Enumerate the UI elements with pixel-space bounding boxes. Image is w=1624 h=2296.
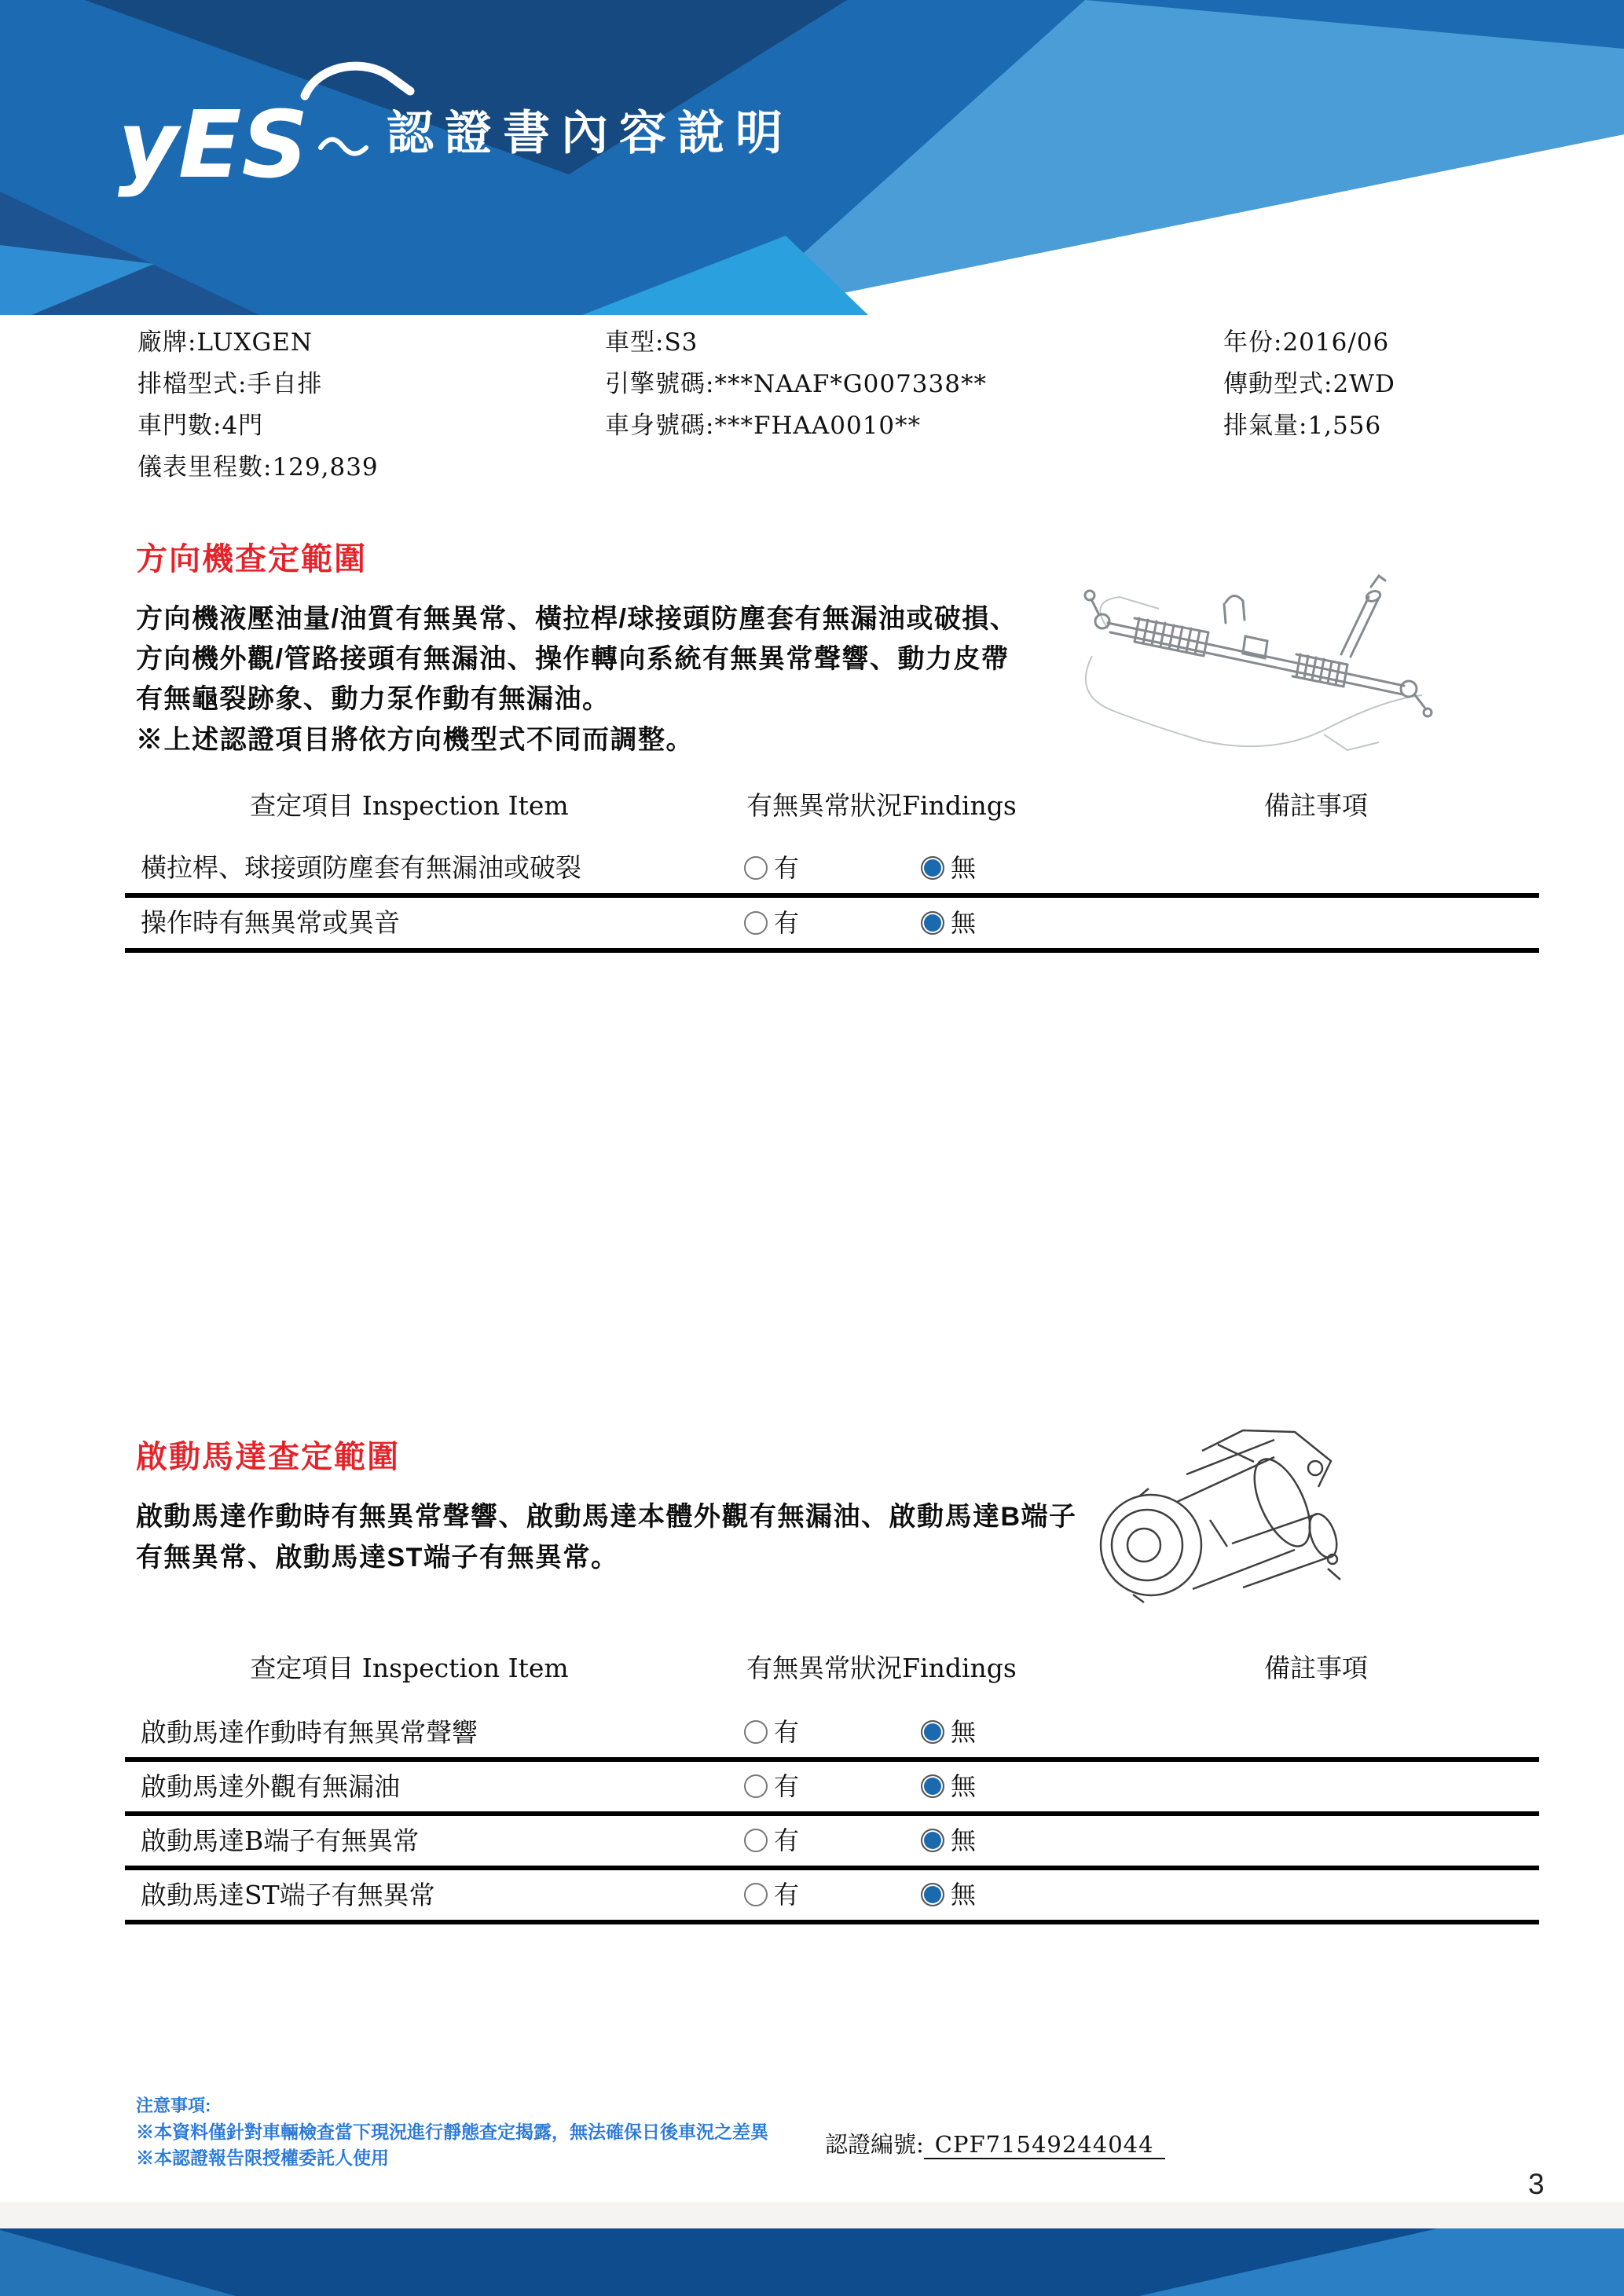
inspection-item-label: 啟動馬達B端子有無異常 [141,1825,420,1856]
radio-no[interactable] [921,1774,944,1798]
inspection-item-label: 操作時有無異常或異音 [141,907,400,938]
prefooter-strip [0,2202,1624,2228]
column-header-remarks: 備註事項 [1264,790,1368,821]
header-banner [0,0,1624,473]
radio-yes[interactable] [744,1883,768,1906]
table-row [125,1870,1539,1924]
radio-no[interactable] [921,1883,944,1906]
table-row [125,1816,1539,1870]
inspection-item-label: 啟動馬達作動時有無異常聲響 [141,1717,478,1748]
starter-description-line: 啟動馬達作動時有無異常聲響、啟動馬達本體外觀有無漏油、啟動馬達B端子 [136,1502,1077,1532]
radio-no[interactable] [921,1720,944,1744]
radio-yes[interactable] [744,1829,768,1852]
radio-no[interactable] [921,911,944,935]
vehicle-info-brand: 廠牌:LUXGEN [137,328,313,357]
column-header-item: 查定項目 Inspection Item [250,790,569,821]
vehicle-info-drivetrain: 傳動型式:2WD [1223,370,1395,398]
radio-no-label: 無 [951,1880,977,1910]
radio-no-label: 無 [951,1717,977,1747]
vehicle-info-mileage: 儀表里程數:129,839 [137,453,379,482]
radio-no[interactable] [921,856,944,880]
steering-description-note: ※上述認證項目將依方向機型式不同而調整。 [136,725,694,755]
page-number: 3 [1528,2168,1545,2200]
table-row [125,843,1539,898]
column-header-remarks: 備註事項 [1264,1653,1368,1683]
steering-description-line: 方向機外觀/管路接頭有無漏油、操作轉向系統有無異常聲響、動力皮帶 [136,644,1010,674]
inspection-item-label: 橫拉桿、球接頭防塵套有無漏油或破裂 [141,852,581,883]
radio-yes-label: 有 [774,1771,800,1801]
radio-yes[interactable] [744,1720,768,1744]
radio-no-label: 無 [951,1771,977,1801]
radio-yes-label: 有 [774,908,800,938]
certificate-number-line [825,2127,1165,2159]
notes-title: 注意事項: [136,2096,211,2115]
table-row [125,898,1539,953]
page-title: 認證書內容說明 [387,107,794,159]
starter-table [125,1638,1539,1928]
steering-description-line: 有無龜裂跡象、動力泵作動有無漏油。 [136,684,610,714]
column-header-item: 查定項目 Inspection Item [250,1653,569,1683]
starter-description-line: 有無異常、啟動馬達ST端子有無異常。 [136,1543,619,1573]
table-row [125,1708,1539,1762]
column-header-findings: 有無異常狀況Findings [746,1653,1017,1683]
note-line: ※本認證報告限授權委託人使用 [136,2148,389,2168]
inspection-item-label: 啟動馬達ST端子有無異常 [141,1880,435,1910]
footer-banner [0,2228,1624,2296]
steering-rack-image [1065,554,1434,758]
certificate-number-label: 認證編號: [825,2131,924,2158]
certificate-number-value: CPF71549244044 [924,2131,1165,2159]
radio-no-label: 無 [951,1825,977,1855]
radio-yes-label: 有 [774,853,800,883]
note-line: ※本資料僅針對車輛檢查當下現況進行靜態查定揭露，無法確保日後車況之差異 [136,2122,768,2142]
radio-yes-label: 有 [774,1825,800,1855]
section-title-starter: 啟動馬達查定範圍 [136,1440,400,1474]
radio-yes[interactable] [744,856,768,880]
vehicle-info-engine-no: 引擎號碼:***NAAF*G007338** [605,370,987,398]
vehicle-info-doors: 車門數:4門 [137,412,264,440]
radio-yes-label: 有 [774,1717,800,1747]
radio-yes[interactable] [744,1774,768,1798]
radio-no[interactable] [921,1829,944,1852]
steering-table [125,774,1539,958]
vehicle-info-transmission: 排檔型式:手自排 [137,370,323,398]
vehicle-info-model: 車型:S3 [605,328,698,357]
column-header-findings: 有無異常狀況Findings [746,790,1017,821]
radio-yes-label: 有 [774,1880,800,1910]
vehicle-info-year: 年份:2016/06 [1223,328,1390,357]
vehicle-info-chassis-no: 車身號碼:***FHAA0010** [605,412,922,440]
radio-yes[interactable] [744,911,768,935]
steering-description-line: 方向機液壓油量/油質有無異常、橫拉桿/球接頭防塵套有無漏油或破損、 [136,604,1018,634]
radio-no-label: 無 [951,908,977,938]
section-title-steering: 方向機查定範圍 [136,542,367,577]
vehicle-info-displacement: 排氣量:1,556 [1223,412,1382,440]
radio-no-label: 無 [951,853,977,883]
yes-logo-text: yES [118,90,309,199]
inspection-item-label: 啟動馬達外觀有無漏油 [141,1771,400,1802]
starter-motor-image [1092,1426,1363,1622]
table-row [125,1762,1539,1816]
